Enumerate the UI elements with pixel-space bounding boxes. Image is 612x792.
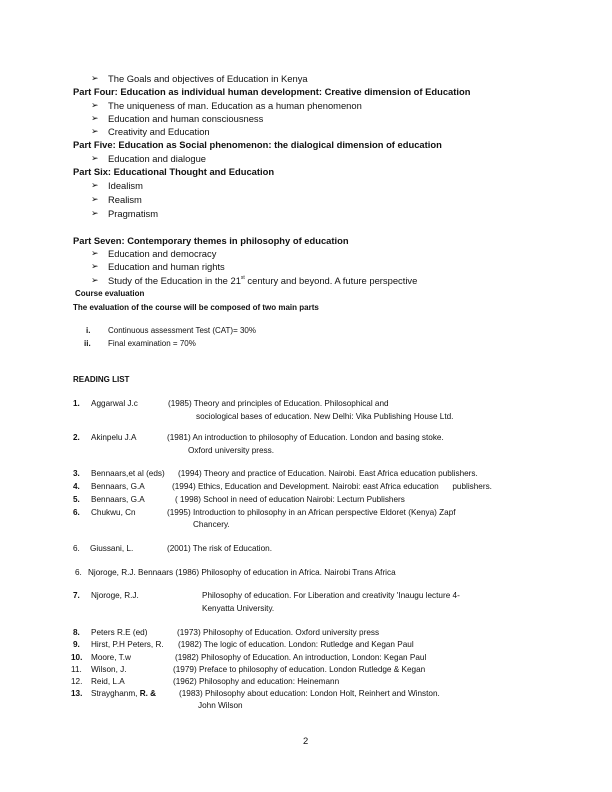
ref-number: 8. bbox=[73, 628, 80, 637]
arrow-bullet-icon: ➢ bbox=[91, 208, 99, 218]
ref-number: 6. bbox=[75, 568, 82, 577]
ref-number: 1. bbox=[73, 399, 80, 408]
ref-text: (1982) Philosophy of Education. An introduction, London: Kegan Paul bbox=[175, 653, 427, 662]
course-evaluation-heading: Course evaluation bbox=[75, 289, 145, 298]
text: Study of the Education in the 21 bbox=[108, 275, 241, 286]
arrow-bullet-icon: ➢ bbox=[91, 73, 99, 83]
bullet-item: Creativity and Education bbox=[108, 126, 210, 137]
ref-text: Oxford university press. bbox=[188, 446, 274, 455]
evaluation-intro: The evaluation of the course will be composed of two main parts bbox=[73, 303, 319, 312]
ref-text: (1985) Theory and principles of Education. Philosophical and bbox=[168, 399, 389, 408]
bullet-item: Pragmatism bbox=[108, 208, 159, 219]
bullet-item: Idealism bbox=[108, 180, 143, 191]
ref-text: (1995) Introduction to philosophy in an African perspective Eldoret (Kenya) Zapf bbox=[167, 508, 456, 517]
ref-author: Njoroge, R.J. bbox=[91, 591, 139, 600]
bullet-item: Education and human consciousness bbox=[108, 113, 264, 124]
roman-numeral: i. bbox=[86, 326, 91, 335]
ref-author: Hirst, P.H Peters, R. bbox=[91, 640, 164, 649]
arrow-bullet-icon: ➢ bbox=[91, 275, 99, 285]
author-name: Strayghanm, bbox=[91, 689, 138, 698]
part-four-heading: Part Four: Education as individual human development: Creative dimension of Education bbox=[73, 86, 471, 97]
bullet-item: Education and human rights bbox=[108, 261, 225, 272]
bullet-item: The Goals and objectives of Education in Kenya bbox=[108, 73, 308, 84]
arrow-bullet-icon: ➢ bbox=[91, 100, 99, 110]
arrow-bullet-icon: ➢ bbox=[91, 113, 99, 123]
ref-number: 3. bbox=[73, 469, 80, 478]
ref-author: Bennaars, G.A bbox=[91, 482, 145, 491]
ref-author: Aggarwal J.c bbox=[91, 399, 138, 408]
arrow-bullet-icon: ➢ bbox=[91, 261, 99, 271]
ref-text: (1982) The logic of education. London: Rutledge and Kegan Paul bbox=[178, 640, 414, 649]
text: century and beyond. A future perspective bbox=[244, 275, 418, 286]
ref-text: (1994) Ethics, Education and Development. Nairobi: east Africa education publishers. bbox=[172, 482, 492, 491]
bullet-item: Realism bbox=[108, 194, 142, 205]
evaluation-item: Final examination = 70% bbox=[108, 339, 196, 348]
reading-list-heading: READING LIST bbox=[73, 375, 130, 384]
ref-text: (1973) Philosophy of Education. Oxford university press bbox=[177, 628, 380, 637]
ref-text: (2001) The risk of Education. bbox=[167, 544, 272, 553]
ref-text: (1981) An introduction to philosophy of Education. London and basing stoke. bbox=[167, 433, 444, 442]
bullet-item: Education and democracy bbox=[108, 248, 217, 259]
evaluation-item: Continuous assessment Test (CAT)= 30% bbox=[108, 326, 256, 335]
ref-text: John Wilson bbox=[198, 701, 243, 710]
ref-number: 7. bbox=[73, 591, 80, 600]
superscript: st bbox=[240, 275, 245, 281]
ref-text: Kenyatta University. bbox=[202, 604, 275, 613]
ref-number: 12. bbox=[71, 677, 83, 686]
roman-numeral: ii. bbox=[84, 339, 91, 348]
ref-author: Reid, L.A bbox=[91, 677, 125, 686]
author-bold: R. & bbox=[139, 689, 157, 698]
part-six-heading: Part Six: Educational Thought and Education bbox=[73, 166, 275, 177]
ref-text: (1962) Philosophy and education: Heinemann bbox=[173, 677, 340, 686]
ref-author: Bennaars,et al (eds) bbox=[91, 469, 165, 478]
ref-author bbox=[91, 689, 156, 699]
ref-number: 6. bbox=[73, 544, 80, 553]
arrow-bullet-icon: ➢ bbox=[91, 194, 99, 204]
ref-number: 11. bbox=[71, 665, 82, 674]
ref-number: 13. bbox=[71, 689, 83, 698]
ref-number: 4. bbox=[73, 482, 80, 491]
ref-number: 2. bbox=[73, 433, 80, 442]
ref-author: Moore, T.w bbox=[91, 653, 131, 662]
arrow-bullet-icon: ➢ bbox=[91, 248, 99, 258]
page-number: 2 bbox=[303, 735, 309, 746]
part-five-heading: Part Five: Education as Social phenomenon: the dialogical dimension of education bbox=[73, 139, 442, 150]
ref-author: Akinpelu J.A bbox=[91, 433, 137, 442]
ref-author: Peters R.E (ed) bbox=[91, 628, 148, 637]
part-seven-heading: Part Seven: Contemporary themes in philosophy of education bbox=[73, 235, 349, 246]
bullet-item: The uniqueness of man. Education as a human phenomenon bbox=[108, 100, 362, 111]
ref-text: (1979) Preface to philosophy of education. London Rutledge & Kegan bbox=[173, 665, 426, 674]
ref-author: Chukwu, Cn bbox=[91, 508, 136, 517]
ref-number: 6. bbox=[73, 508, 80, 517]
ref-number: 10. bbox=[71, 653, 83, 662]
ref-text: Njoroge, R.J. Bennaars (1986) Philosophy of education in Africa. Nairobi Trans Africa bbox=[88, 568, 396, 577]
ref-text: (1983) Philosophy about education: London Holt, Reinhert and Winston. bbox=[179, 689, 440, 698]
arrow-bullet-icon: ➢ bbox=[91, 126, 99, 136]
arrow-bullet-icon: ➢ bbox=[91, 153, 99, 163]
ref-number: 5. bbox=[73, 495, 80, 504]
ref-text: Philosophy of education. For Liberation and creativity 'Inaugu lecture 4- bbox=[202, 591, 460, 600]
ref-author: Bennaars, G.A bbox=[91, 495, 145, 504]
ref-text: (1994) Theory and practice of Education. Nairobi. East Africa education publishers. bbox=[178, 469, 478, 478]
ref-text: ( 1998) School in need of education Nairobi: Lecturn Publishers bbox=[175, 495, 405, 504]
arrow-bullet-icon: ➢ bbox=[91, 180, 99, 190]
ref-number: 9. bbox=[73, 640, 80, 649]
bullet-item: Education and dialogue bbox=[108, 153, 206, 164]
ref-text: sociological bases of education. New Delhi: Vika Publishing House Ltd. bbox=[196, 412, 454, 421]
ref-author: Wilson, J. bbox=[91, 665, 127, 674]
ref-author: Giussani, L. bbox=[90, 544, 134, 553]
bullet-item bbox=[108, 275, 417, 286]
ref-text: Chancery. bbox=[193, 520, 230, 529]
